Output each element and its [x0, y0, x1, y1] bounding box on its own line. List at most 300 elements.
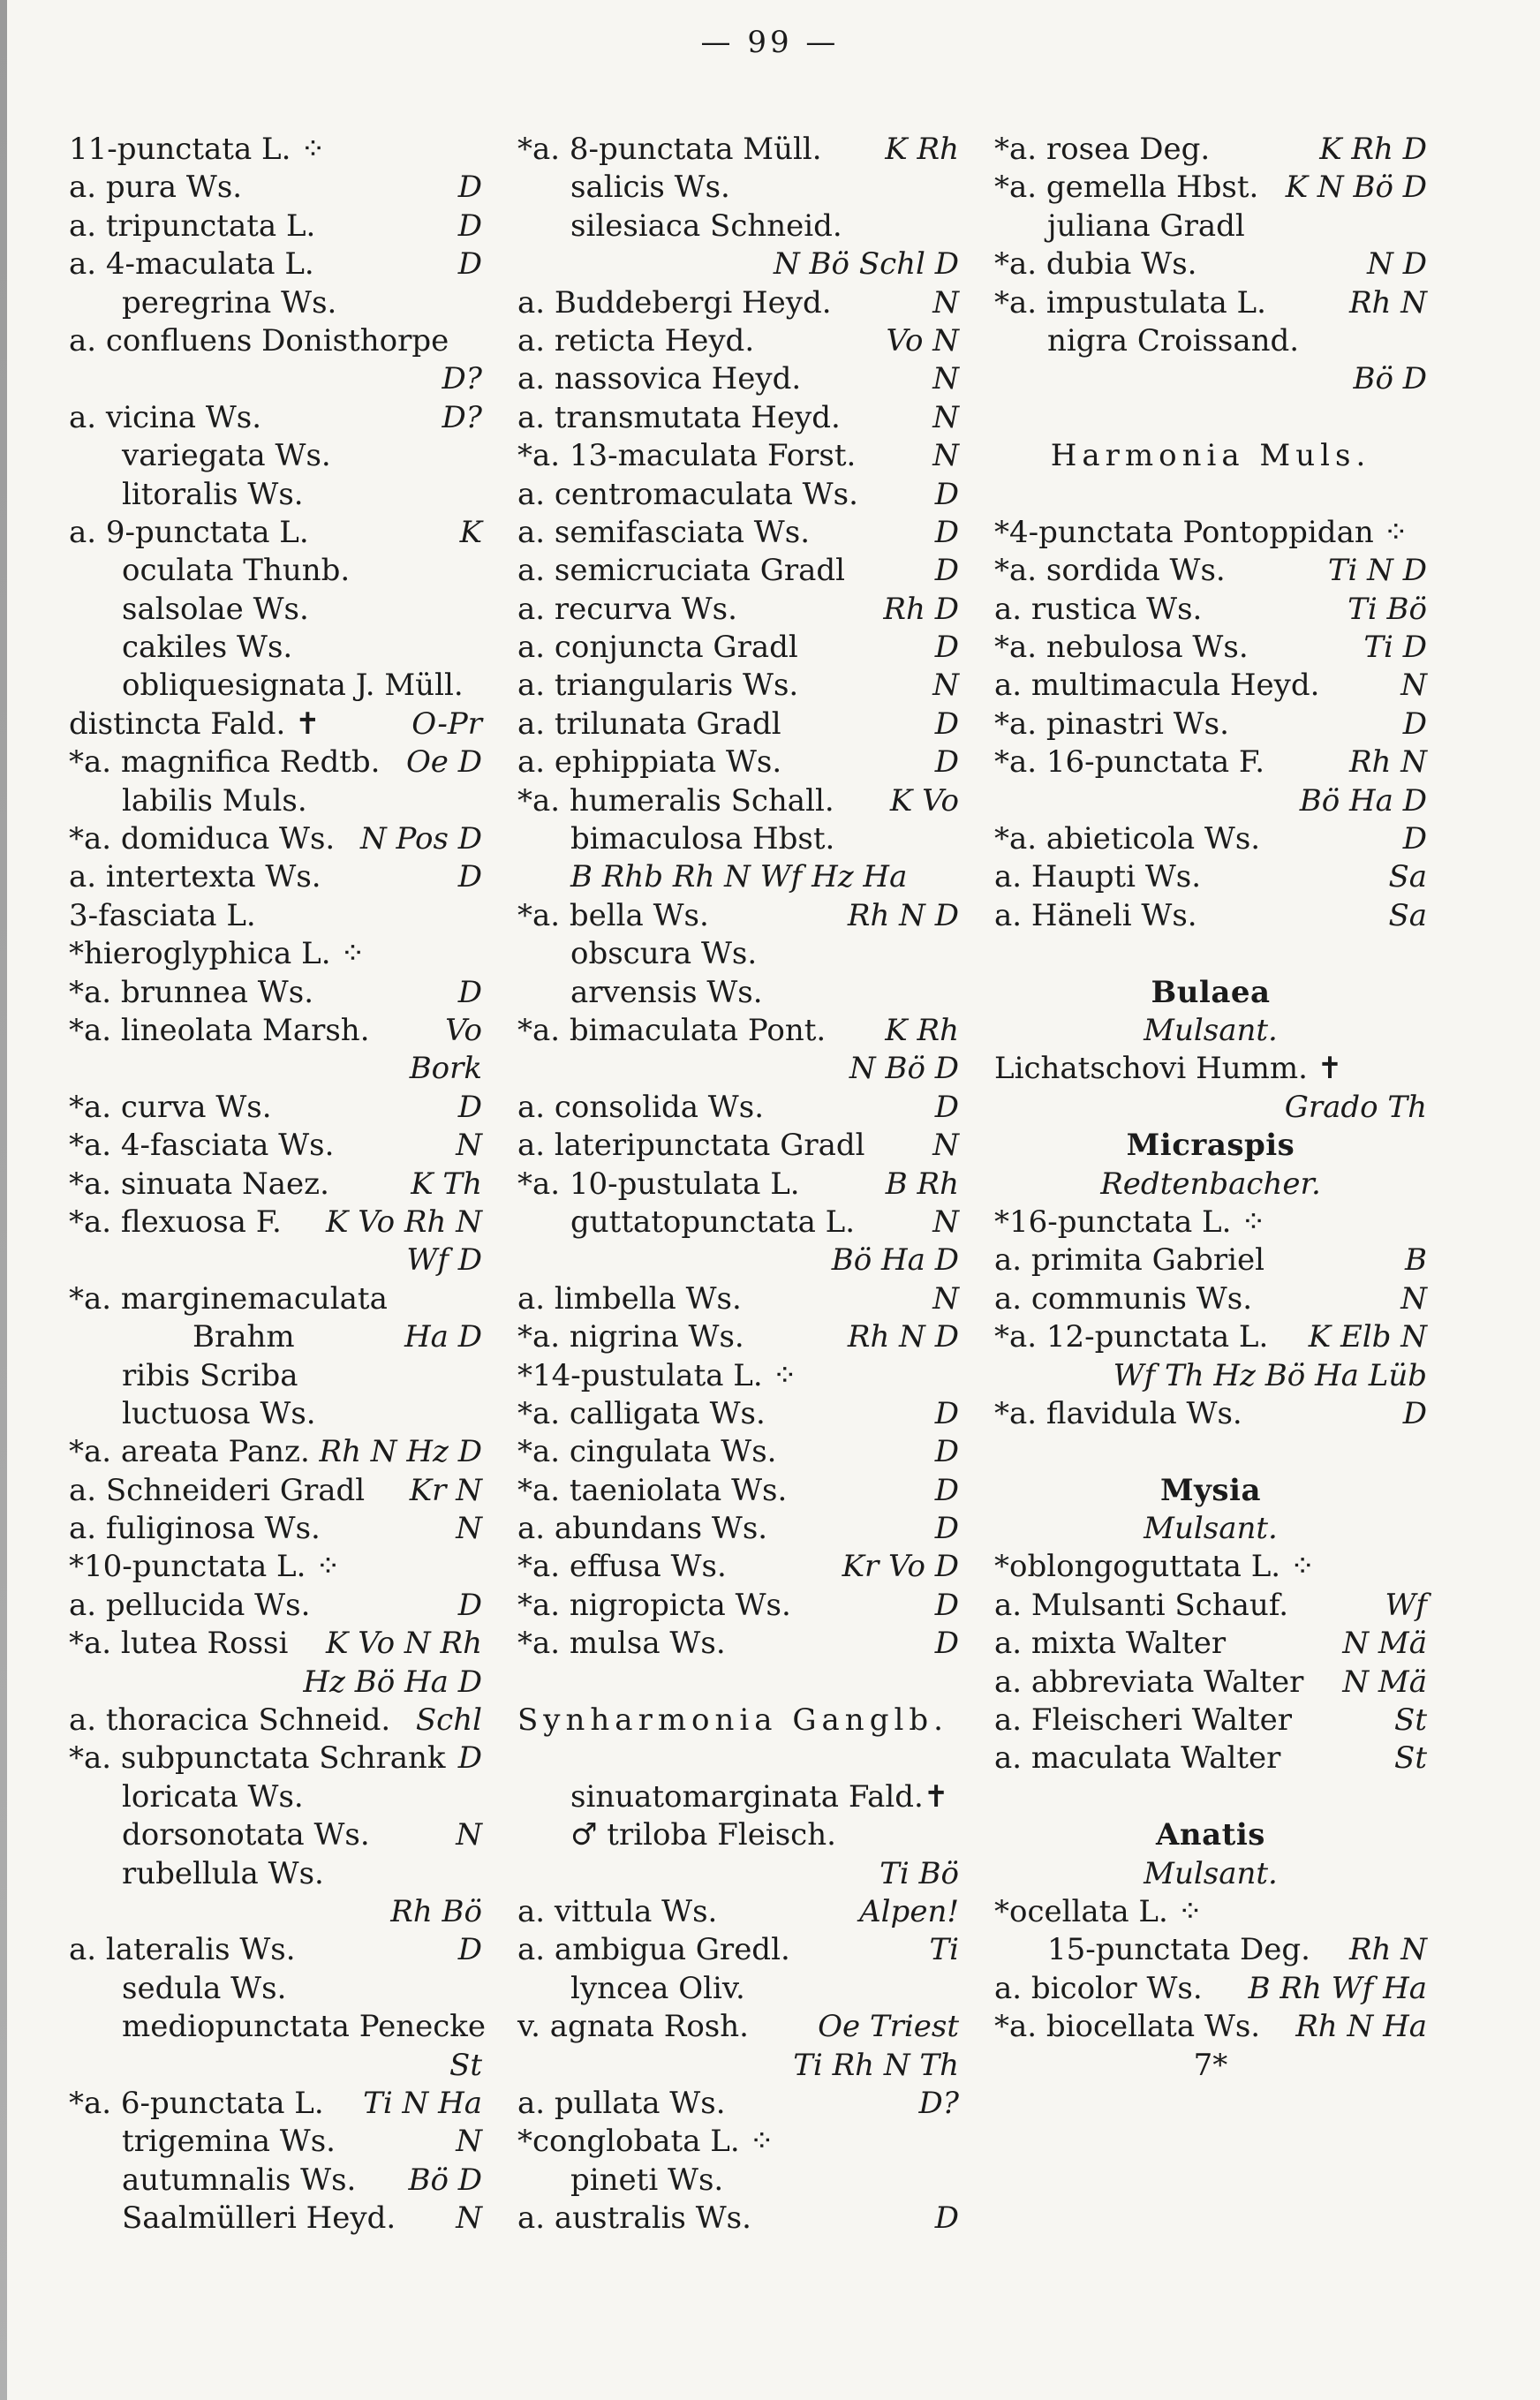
index-entry — [517, 591, 959, 629]
entry-name: *a. 13-maculata Forst. — [517, 438, 857, 474]
entry-name: *a. nigrina Ws. — [517, 1319, 744, 1355]
index-entry — [69, 169, 482, 207]
index-entry — [517, 1357, 959, 1395]
entry-name: nigra Croissand. — [1047, 322, 1300, 358]
entry-name: a. nassovica Heyd. — [517, 361, 802, 397]
entry-locality: Ti N Ha — [363, 2085, 482, 2121]
entry-name: *16-punctata L. ⁘ — [994, 1204, 1266, 1240]
index-entry — [69, 2008, 487, 2046]
entry-name: *ocellata L. ⁘ — [994, 1893, 1204, 1929]
index-entry — [994, 1242, 1427, 1279]
index-entry — [994, 1089, 1427, 1127]
index-entry — [517, 1012, 959, 1050]
entry-locality: Rh N D — [847, 897, 959, 933]
index-entry — [994, 131, 1427, 169]
index-entry — [517, 1855, 959, 1893]
entry-name: sedula Ws. — [122, 1970, 287, 2006]
entry-name: *conglobata L. ⁘ — [517, 2124, 774, 2160]
entry-name: a. vittula Ws. — [517, 1893, 718, 1929]
index-entry — [69, 208, 482, 245]
genus-heading — [994, 1472, 1427, 1510]
index-entry — [517, 169, 959, 207]
entry-locality: D — [457, 1587, 482, 1623]
index-entry — [69, 245, 482, 283]
entry-locality: N — [456, 1511, 482, 1547]
entry-locality: D — [1402, 821, 1427, 857]
index-entry — [994, 476, 1427, 514]
entry-locality: Rh N Ha — [1295, 2009, 1427, 2045]
entry-locality: D? — [918, 2085, 959, 2121]
index-entry — [517, 399, 959, 437]
entry-name: a. bicolor Ws. — [994, 1970, 1203, 2006]
index-entry — [994, 935, 1427, 973]
entry-locality: N — [932, 1280, 959, 1317]
index-entry — [69, 1778, 482, 1816]
entry-name: Saalmülleri Heyd. — [122, 2200, 396, 2237]
index-entry — [517, 1127, 959, 1165]
entry-locality: Ha D — [404, 1319, 482, 1355]
entry-locality: Bö Ha D — [831, 1242, 959, 1279]
entry-name: *a. impustulata L. — [994, 284, 1266, 321]
entry-locality: N — [456, 1128, 482, 1164]
entry-name: a. recurva Ws. — [517, 591, 737, 627]
entry-locality: D — [934, 1395, 959, 1431]
index-entry — [517, 284, 959, 322]
column-left — [69, 131, 487, 2238]
entry-name: a. multimacula Heyd. — [994, 668, 1320, 704]
index-entry — [517, 1510, 959, 1548]
entry-name: a. transmutata Heyd. — [517, 399, 841, 435]
index-entry — [517, 1548, 959, 1586]
entry-name: *a. 8-punctata Müll. — [517, 132, 822, 167]
entry-locality: St — [449, 2047, 482, 2083]
index-entry — [994, 591, 1427, 629]
index-entry — [69, 1395, 482, 1433]
entry-name: labilis Muls. — [122, 782, 307, 819]
entry-name: a. lateripunctata Gradl — [517, 1128, 865, 1164]
index-entry — [517, 935, 959, 973]
entry-locality: Schl — [415, 1702, 482, 1739]
entry-locality: N — [456, 2200, 482, 2237]
entry-locality: D — [457, 1740, 482, 1777]
entry-name: *a. pinastri Ws. — [994, 706, 1229, 742]
index-entry — [994, 820, 1427, 858]
index-entry — [69, 1357, 482, 1395]
index-entry — [517, 1242, 959, 1279]
entry-name: pineti Ws. — [570, 2162, 724, 2198]
entry-locality: D — [457, 246, 482, 283]
entry-locality: Oe D — [405, 744, 482, 781]
index-entry — [994, 1318, 1427, 1356]
index-entry — [69, 552, 482, 590]
entry-locality: K Elb N — [1308, 1319, 1427, 1355]
entry-name: 7* — [1193, 2047, 1228, 2083]
entry-locality: Bö Ha D — [1299, 782, 1427, 819]
entry-locality: Ti Rh N Th — [793, 2047, 959, 2083]
entry-locality: D — [934, 706, 959, 742]
entry-name: oculata Thunb. — [122, 553, 351, 589]
index-entry — [517, 1318, 959, 1356]
index-entry — [69, 1204, 482, 1242]
column-middle — [517, 131, 959, 2238]
index-entry — [517, 2200, 959, 2238]
index-entry — [517, 897, 959, 935]
index-entry — [517, 1587, 959, 1625]
index-entry — [69, 360, 482, 398]
index-entry — [517, 476, 959, 514]
entry-locality: N — [1400, 1280, 1427, 1317]
entry-locality: Rh N — [1348, 1932, 1427, 1968]
entry-name: sinuatomarginata Fald.✝ — [570, 1778, 949, 1815]
index-entry — [69, 1166, 482, 1204]
entry-locality: Bö D — [408, 2162, 482, 2198]
entry-locality: Rh Bö — [390, 1893, 482, 1929]
index-entry — [994, 552, 1427, 590]
index-entry — [517, 1740, 959, 1777]
entry-locality: B Rh — [885, 1166, 959, 1202]
entry-locality: D — [934, 514, 959, 550]
entry-locality: D — [934, 1434, 959, 1470]
entry-name: rubellula Ws. — [122, 1855, 324, 1891]
entry-locality: D — [1402, 1395, 1427, 1431]
entry-locality: Bö D — [1353, 361, 1427, 397]
entry-locality: B — [1405, 1242, 1427, 1279]
index-entry — [517, 2123, 959, 2161]
entry-name: a. tripunctata L. — [69, 208, 316, 244]
entry-name: guttatopunctata L. — [570, 1204, 856, 1240]
entry-locality: D — [457, 208, 482, 244]
index-entry — [69, 667, 482, 705]
entry-name: a. centromaculata Ws. — [517, 476, 858, 512]
entry-name: *a. 12-punctata L. — [994, 1319, 1269, 1355]
index-entry — [517, 1280, 959, 1318]
entry-name: autumnalis Ws. — [122, 2162, 357, 2198]
index-entry — [517, 667, 959, 705]
entry-locality: K — [459, 514, 482, 550]
index-entry — [517, 1816, 959, 1854]
index-entry — [517, 1664, 959, 1702]
page-number: — 99 — — [700, 25, 840, 60]
entry-locality: D — [1402, 706, 1427, 742]
entry-name: a. thoracica Schneid. — [69, 1702, 391, 1739]
entry-name: distincta Fald. ✝ — [69, 706, 321, 742]
index-entry — [69, 820, 482, 858]
index-entry — [994, 1702, 1427, 1740]
entry-locality: Rh D — [883, 591, 959, 627]
entry-locality: D — [934, 630, 959, 666]
entry-name: Lichatschovi Humm. ✝ — [994, 1051, 1343, 1087]
entry-name: a. primita Gabriel — [994, 1242, 1264, 1279]
entry-locality: St — [1394, 1740, 1427, 1777]
index-entry — [517, 131, 959, 169]
entry-name: *a. sordida Ws. — [994, 553, 1226, 589]
index-entry — [69, 1893, 482, 1931]
index-entry — [994, 858, 1427, 896]
entry-name: trigemina Ws. — [122, 2124, 336, 2160]
entry-name: *oblongoguttata L. ⁘ — [994, 1549, 1316, 1585]
index-entry — [994, 667, 1427, 705]
entry-name: *a. gemella Hbst. — [994, 170, 1259, 206]
entry-name: *a. brunnea Ws. — [69, 974, 313, 1010]
entry-locality: K Rh — [885, 132, 959, 167]
entry-locality: Bork — [409, 1051, 482, 1087]
index-entry — [517, 1702, 959, 1740]
entry-locality: N — [932, 1204, 959, 1240]
index-entry — [69, 1510, 482, 1548]
entry-name: *a. abieticola Ws. — [994, 821, 1261, 857]
index-entry — [69, 743, 482, 781]
entry-name: a. Mulsanti Schauf. — [994, 1587, 1289, 1623]
entry-locality: K Vo N Rh — [326, 1626, 482, 1662]
entry-locality: N — [456, 2124, 482, 2160]
index-entry — [69, 974, 482, 1012]
entry-name: *a. 10-pustulata L. — [517, 1166, 800, 1202]
entry-name: salsolae Ws. — [122, 591, 309, 627]
index-entry — [517, 1166, 959, 1204]
genus-author — [994, 1855, 1427, 1893]
index-entry — [69, 2047, 482, 2085]
entry-name: *a. lineolata Marsh. — [69, 1012, 370, 1048]
entry-name: *a. subpunctata Schrank — [69, 1740, 446, 1777]
index-entry — [994, 782, 1427, 820]
entry-locality: N — [932, 361, 959, 397]
entry-locality: Kr Vo D — [842, 1549, 959, 1585]
index-entry — [69, 629, 482, 667]
index-entry — [69, 858, 482, 896]
index-entry — [517, 2162, 959, 2200]
entry-locality: O-Pr — [411, 706, 482, 742]
entry-locality: Ti Bö — [1348, 591, 1427, 627]
entry-name: *a. bimaculata Pont. — [517, 1012, 827, 1048]
entry-locality: D — [934, 1511, 959, 1547]
entry-name: a. pullata Ws. — [517, 2085, 726, 2121]
index-entry — [69, 706, 482, 743]
entry-name: a. pura Ws. — [69, 170, 243, 206]
entry-locality: N Mä — [1342, 1664, 1427, 1700]
genus-heading — [994, 1127, 1427, 1165]
index-entry — [69, 2123, 482, 2161]
entry-name: *a. effusa Ws. — [517, 1549, 727, 1585]
index-entry — [994, 399, 1427, 437]
entry-locality: D — [934, 1089, 959, 1125]
index-entry — [69, 284, 482, 322]
entry-locality: Wf D — [406, 1242, 482, 1279]
entry-locality: Ti — [929, 1932, 959, 1968]
entry-name: a. Schneideri Gradl — [69, 1472, 366, 1508]
index-entry — [69, 1242, 482, 1279]
index-entry — [517, 1472, 959, 1510]
entry-locality: N Bö D — [849, 1051, 959, 1087]
entry-name: *a. nigropicta Ws. — [517, 1587, 791, 1623]
entry-name: a. communis Ws. — [994, 1280, 1253, 1317]
genus-author — [994, 1166, 1427, 1204]
entry-name: loricata Ws. — [122, 1778, 304, 1815]
index-entry — [994, 1548, 1427, 1586]
index-entry — [517, 858, 959, 896]
entry-name: Bulaea — [1151, 974, 1271, 1010]
entry-locality: Kr N — [409, 1472, 482, 1508]
entry-locality: D — [934, 1626, 959, 1662]
entry-name: a. consolida Ws. — [517, 1089, 765, 1125]
index-entry — [69, 1012, 482, 1050]
entry-name: a. Buddebergi Heyd. — [517, 284, 832, 321]
entry-name: luctuosa Ws. — [122, 1395, 316, 1431]
entry-name: Mulsant. — [1144, 1855, 1278, 1891]
index-entry — [994, 1280, 1427, 1318]
entry-name: a. 9-punctata L. — [69, 514, 309, 550]
genus-heading — [994, 1816, 1427, 1854]
entry-locality: D — [934, 2200, 959, 2237]
entry-name: silesiaca Schneid. — [570, 208, 842, 244]
entry-locality: N — [456, 1817, 482, 1853]
entry-locality: D — [457, 859, 482, 895]
entry-name: peregrina Ws. — [122, 284, 337, 321]
index-entry — [69, 437, 482, 475]
entry-name: *hieroglyphica L. ⁘ — [69, 936, 366, 972]
index-entry — [517, 208, 959, 245]
index-entry — [69, 1548, 482, 1586]
entry-name: *a. taeniolata Ws. — [517, 1472, 788, 1508]
entry-name: *a. curva Ws. — [69, 1089, 272, 1125]
index-entry — [69, 1931, 482, 1969]
entry-name: *a. 16-punctata F. — [994, 744, 1265, 781]
index-entry — [994, 1970, 1427, 2008]
entry-name: Mysia — [1160, 1472, 1261, 1508]
entry-name: juliana Gradl — [1047, 208, 1245, 244]
entry-name: v. agnata Rosh. — [517, 2009, 749, 2045]
entry-locality: Rh N Hz D — [319, 1434, 482, 1470]
index-entry — [517, 706, 959, 743]
entry-locality: K N Bö D — [1285, 170, 1427, 206]
genus-author — [994, 1510, 1427, 1548]
index-entry — [69, 1855, 482, 1893]
index-entry — [994, 1664, 1427, 1702]
entry-name: a. Häneli Ws. — [994, 897, 1197, 933]
entry-name: dorsonotata Ws. — [122, 1817, 370, 1853]
entry-name: *a. bella Ws. — [517, 897, 709, 933]
index-entry — [69, 591, 482, 629]
index-entry — [517, 1395, 959, 1433]
entry-name: cakiles Ws. — [122, 630, 293, 666]
entry-locality: Vo N — [886, 322, 959, 358]
entry-name: *a. nebulosa Ws. — [994, 630, 1249, 666]
entry-name: 3-fasciata L. — [69, 897, 256, 933]
entry-name: *a. areata Panz. — [69, 1434, 310, 1470]
index-entry — [517, 2047, 959, 2085]
entry-name: a. mixta Walter — [994, 1626, 1227, 1662]
entry-name: arvensis Ws. — [570, 974, 763, 1010]
entry-locality: Ti D — [1363, 630, 1427, 666]
entry-locality: Vo — [445, 1012, 482, 1048]
genus-author — [994, 1012, 1427, 1050]
entry-name: a. semicruciata Gradl — [517, 553, 846, 589]
entry-locality: Oe Triest — [818, 2009, 959, 2045]
entry-name: ♂ triloba Fleisch. — [570, 1817, 836, 1853]
entry-name: a. triangularis Ws. — [517, 668, 799, 704]
entry-name: Micraspis — [1126, 1128, 1295, 1164]
index-entry — [517, 820, 959, 858]
entry-locality: B Rh Wf Ha — [1248, 1970, 1427, 2006]
entry-locality: St — [1394, 1702, 1427, 1739]
entry-name: *a. 6-punctata L. — [69, 2085, 324, 2121]
index-entry — [517, 743, 959, 781]
entry-name: salicis Ws. — [570, 170, 730, 206]
entry-locality: K Vo Rh N — [326, 1204, 482, 1240]
index-entry — [69, 1318, 482, 1356]
entry-locality: N — [932, 668, 959, 704]
entry-name: a. ambigua Gredl. — [517, 1932, 790, 1968]
entry-name: a. ephippiata Ws. — [517, 744, 782, 781]
entry-name: a. Haupti Ws. — [994, 859, 1202, 895]
index-entry — [994, 897, 1427, 935]
entry-name: a. maculata Walter — [994, 1740, 1281, 1777]
entry-name: *a. mulsa Ws. — [517, 1626, 726, 1662]
entry-name: a. 4-maculata L. — [69, 246, 314, 283]
entry-locality: D — [934, 553, 959, 589]
entry-locality: D — [934, 476, 959, 512]
entry-locality: Hz Bö Ha D — [303, 1664, 482, 1700]
entry-locality: K Vo — [889, 782, 959, 819]
entry-locality: D — [457, 1089, 482, 1125]
entry-name: a. vicina Ws. — [69, 399, 262, 435]
entry-name: a. reticta Heyd. — [517, 322, 755, 358]
index-entry — [994, 1625, 1427, 1663]
entry-locality: N — [932, 1128, 959, 1164]
entry-locality: Rh N D — [847, 1319, 959, 1355]
index-entry — [994, 2047, 1427, 2085]
entry-name: a. abundans Ws. — [517, 1511, 768, 1547]
entry-locality: N — [932, 399, 959, 435]
index-entry — [994, 743, 1427, 781]
entry-locality: Ti Bö — [879, 1855, 959, 1891]
index-entry — [517, 1433, 959, 1471]
entry-name: a. semifasciata Ws. — [517, 514, 811, 550]
entry-locality: Grado Th — [1284, 1089, 1427, 1125]
entry-name: *a. 4-fasciata Ws. — [69, 1128, 335, 1164]
index-entry — [994, 245, 1427, 283]
entry-locality: N Bö Schl D — [774, 246, 959, 283]
entry-name: Brahm — [192, 1319, 295, 1355]
index-entry — [517, 782, 959, 820]
entry-name: *14-pustulata L. ⁘ — [517, 1357, 797, 1393]
entry-name: obliquesignata J. Müll. — [122, 668, 464, 704]
entry-locality: K Th — [411, 1166, 482, 1202]
entry-name: *a. lutea Rossi — [69, 1626, 289, 1662]
entry-name: lyncea Oliv. — [570, 1970, 745, 2006]
index-entry — [517, 1089, 959, 1127]
index-entry — [994, 1050, 1427, 1088]
entry-locality: Wf — [1385, 1587, 1427, 1623]
index-entry — [69, 1816, 482, 1854]
index-entry — [69, 476, 482, 514]
index-entry — [69, 897, 482, 935]
entry-name: 11-punctata L. ⁘ — [69, 132, 326, 167]
index-entry — [994, 284, 1427, 322]
index-entry — [994, 322, 1427, 360]
index-entry — [69, 1280, 482, 1318]
index-entry — [69, 399, 482, 437]
index-entry — [994, 706, 1427, 743]
index-entry — [69, 2162, 482, 2200]
entry-locality: Ti N D — [1327, 553, 1427, 589]
entry-locality: Alpen! — [859, 1893, 959, 1929]
index-entry — [994, 360, 1427, 398]
index-entry — [994, 2008, 1427, 2046]
index-entry — [69, 1587, 482, 1625]
entry-locality: D — [457, 1932, 482, 1968]
index-entry — [69, 514, 482, 552]
entry-name: a. pellucida Ws. — [69, 1587, 311, 1623]
